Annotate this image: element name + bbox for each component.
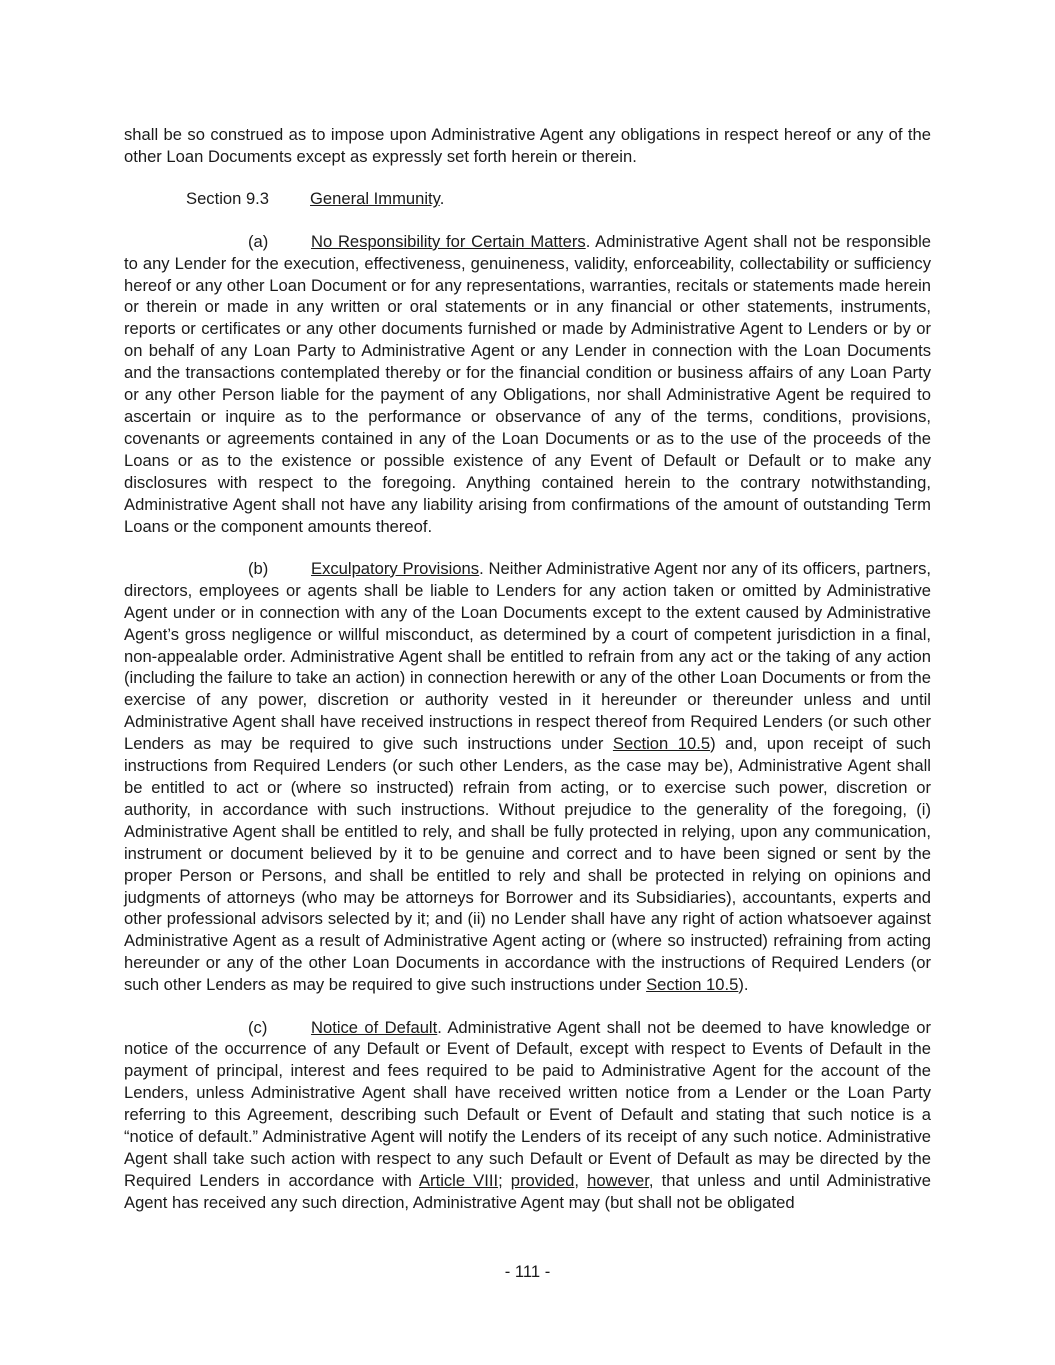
paragraph-b: [124, 558, 931, 996]
paragraph-b-heading: Exculpatory Provisions: [311, 558, 480, 578]
paragraph-c-label: (c): [248, 1017, 268, 1037]
spacer: [124, 996, 931, 1017]
intro-paragraph: shall be so construed as to impose upon Administrative Agent any obligations in respect hereof or any of the other Loan Documents except as expressly set forth herein or therein.: [124, 125, 931, 166]
section-heading: [124, 188, 931, 210]
paragraph-b-body-3: ).: [738, 975, 749, 995]
provided-term: provided: [510, 1170, 575, 1190]
spacer: [124, 210, 931, 231]
document-page: [124, 124, 931, 1214]
paragraph-c-body-2: , that unless and until Administrative Agent has received any such direction, Administrative Agent may (but shall not be obligated: [124, 1170, 931, 1212]
paragraph-c-heading: Notice of Default: [311, 1017, 438, 1037]
article-viii-reference: Article VIII: [418, 1170, 499, 1190]
section-10-5-reference: Section 10.5: [612, 734, 711, 754]
section-number: Section 9.3: [186, 189, 270, 209]
paragraph-a: [124, 231, 931, 538]
section-title: General Immunity: [310, 189, 440, 209]
paragraph-a-label: (a): [248, 231, 269, 251]
paragraph-b-label: (b): [248, 558, 269, 578]
spacer: [124, 537, 931, 558]
separator: ,: [574, 1170, 588, 1190]
paragraph-b-body-2: ) and, upon receipt of such instructions from Required Lenders (or such other Lenders, as the case may be), Administrative Agent shall be entitled to act or (where so instructed) refrain from acting, or to exercise such power, discretion or authority, in accordance with such instructions. Without prejudice to the generality of the foregoing, (i) Administrative Agent shall be entitled to rely, and shall be fully protected in relying, upon any communication, instrument or document believed by it to be genuine and correct and to have been signed or sent by the proper Person or Persons, and shall be entitled to rely and shall be protected in relying on opinions and judgments of attorneys (who may be attorneys for Borrower and its Subsidiaries), accountants, experts and other professional advisors selected by it; and (ii) no Lender shall have any right of action whatsoever against Administrative Agent as a result of Administrative Agent acting or (where so instructed) refraining from acting hereunder or any of the other Loan Documents in accordance with the instructions of Required Lenders (or such other Lenders as may be required to give such instructions under: [124, 734, 932, 995]
spacer: [124, 168, 931, 189]
section-10-5-reference: Section 10.5: [646, 975, 739, 995]
however-term: however: [587, 1170, 649, 1190]
paragraph-c-body-1: . Administrative Agent shall not be deemed to have knowledge or notice of the occurrence of any Default or Event of Default, except with respect to Events of Default in the payment of principal, interest and fees required to be paid to Administrative Agent for the account of the Lenders, unless Administrative Agent shall have received written notice from a Lender or the Loan Party referring to this Agreement, describing such Default or Event of Default and stating that such notice is a “notice of default.” Administrative Agent will notify the Lenders of its receipt of any such notice. Administrative Agent shall take such action with respect to any such Default or Event of Default as may be directed by the Required Lenders in accordance with: [124, 1017, 932, 1190]
separator: ;: [498, 1170, 511, 1190]
section-title-period: .: [439, 189, 445, 209]
paragraph-b-body-1: . Neither Administrative Agent nor any of its officers, partners, directors, employees or agents shall be liable to Lenders for any action taken or omitted by Administrative Agent under or in connection with any of the Loan Documents except to the extent caused by Administrative Agent’s gross negligence or willful misconduct, as determined by a court of competent jurisdiction in a final, non-appealable order. Administrative Agent shall be entitled to refrain from any act or the taking of any action (including the failure to take an action) in connection herewith or any of the other Loan Documents or from the exercise of any power, discretion or authority vested in it hereunder or thereunder unless and until Administrative Agent shall have received instructions in respect thereof from Required Lenders (or such other Lenders as may be required to give such instructions under: [124, 558, 931, 754]
page-number: - 111 -: [504, 1262, 551, 1281]
paragraph-c: [124, 1017, 931, 1214]
paragraph-a-body: . Administrative Agent shall not be responsible to any Lender for the execution, effectiveness, genuineness, validity, enforceability, collectability or sufficiency hereof or any other Loan Document or for any representations, warranties, recitals or statements made herein or therein or made in any written or oral statements or in any financial or other statements, instruments, reports or certificates or any other documents furnished or made by Administrative Agent to Lenders or by or on behalf of any Loan Party to Administrative Agent or any Lender in connection with the Loan Documents and the transactions contemplated thereby or for the financial condition or business affairs of any Loan Party or any other Person liable for the payment of any Obligations, nor shall Administrative Agent be required to ascertain or inquire as to the performance or observance of any of the terms, conditions, provisions, covenants or agreements contained in any of the Loan Documents or as to the use of the proceeds of the Loans or as to the existence or possible existence of any Event of Default or Default or to make any disclosures with respect to the foregoing. Anything contained herein to the contrary notwithstanding, Administrative Agent shall not have any liability arising from confirmations of the amount of outstanding Term Loans or the component amounts thereof.: [124, 231, 931, 536]
paragraph-a-heading: No Responsibility for Certain Matters: [311, 231, 586, 251]
